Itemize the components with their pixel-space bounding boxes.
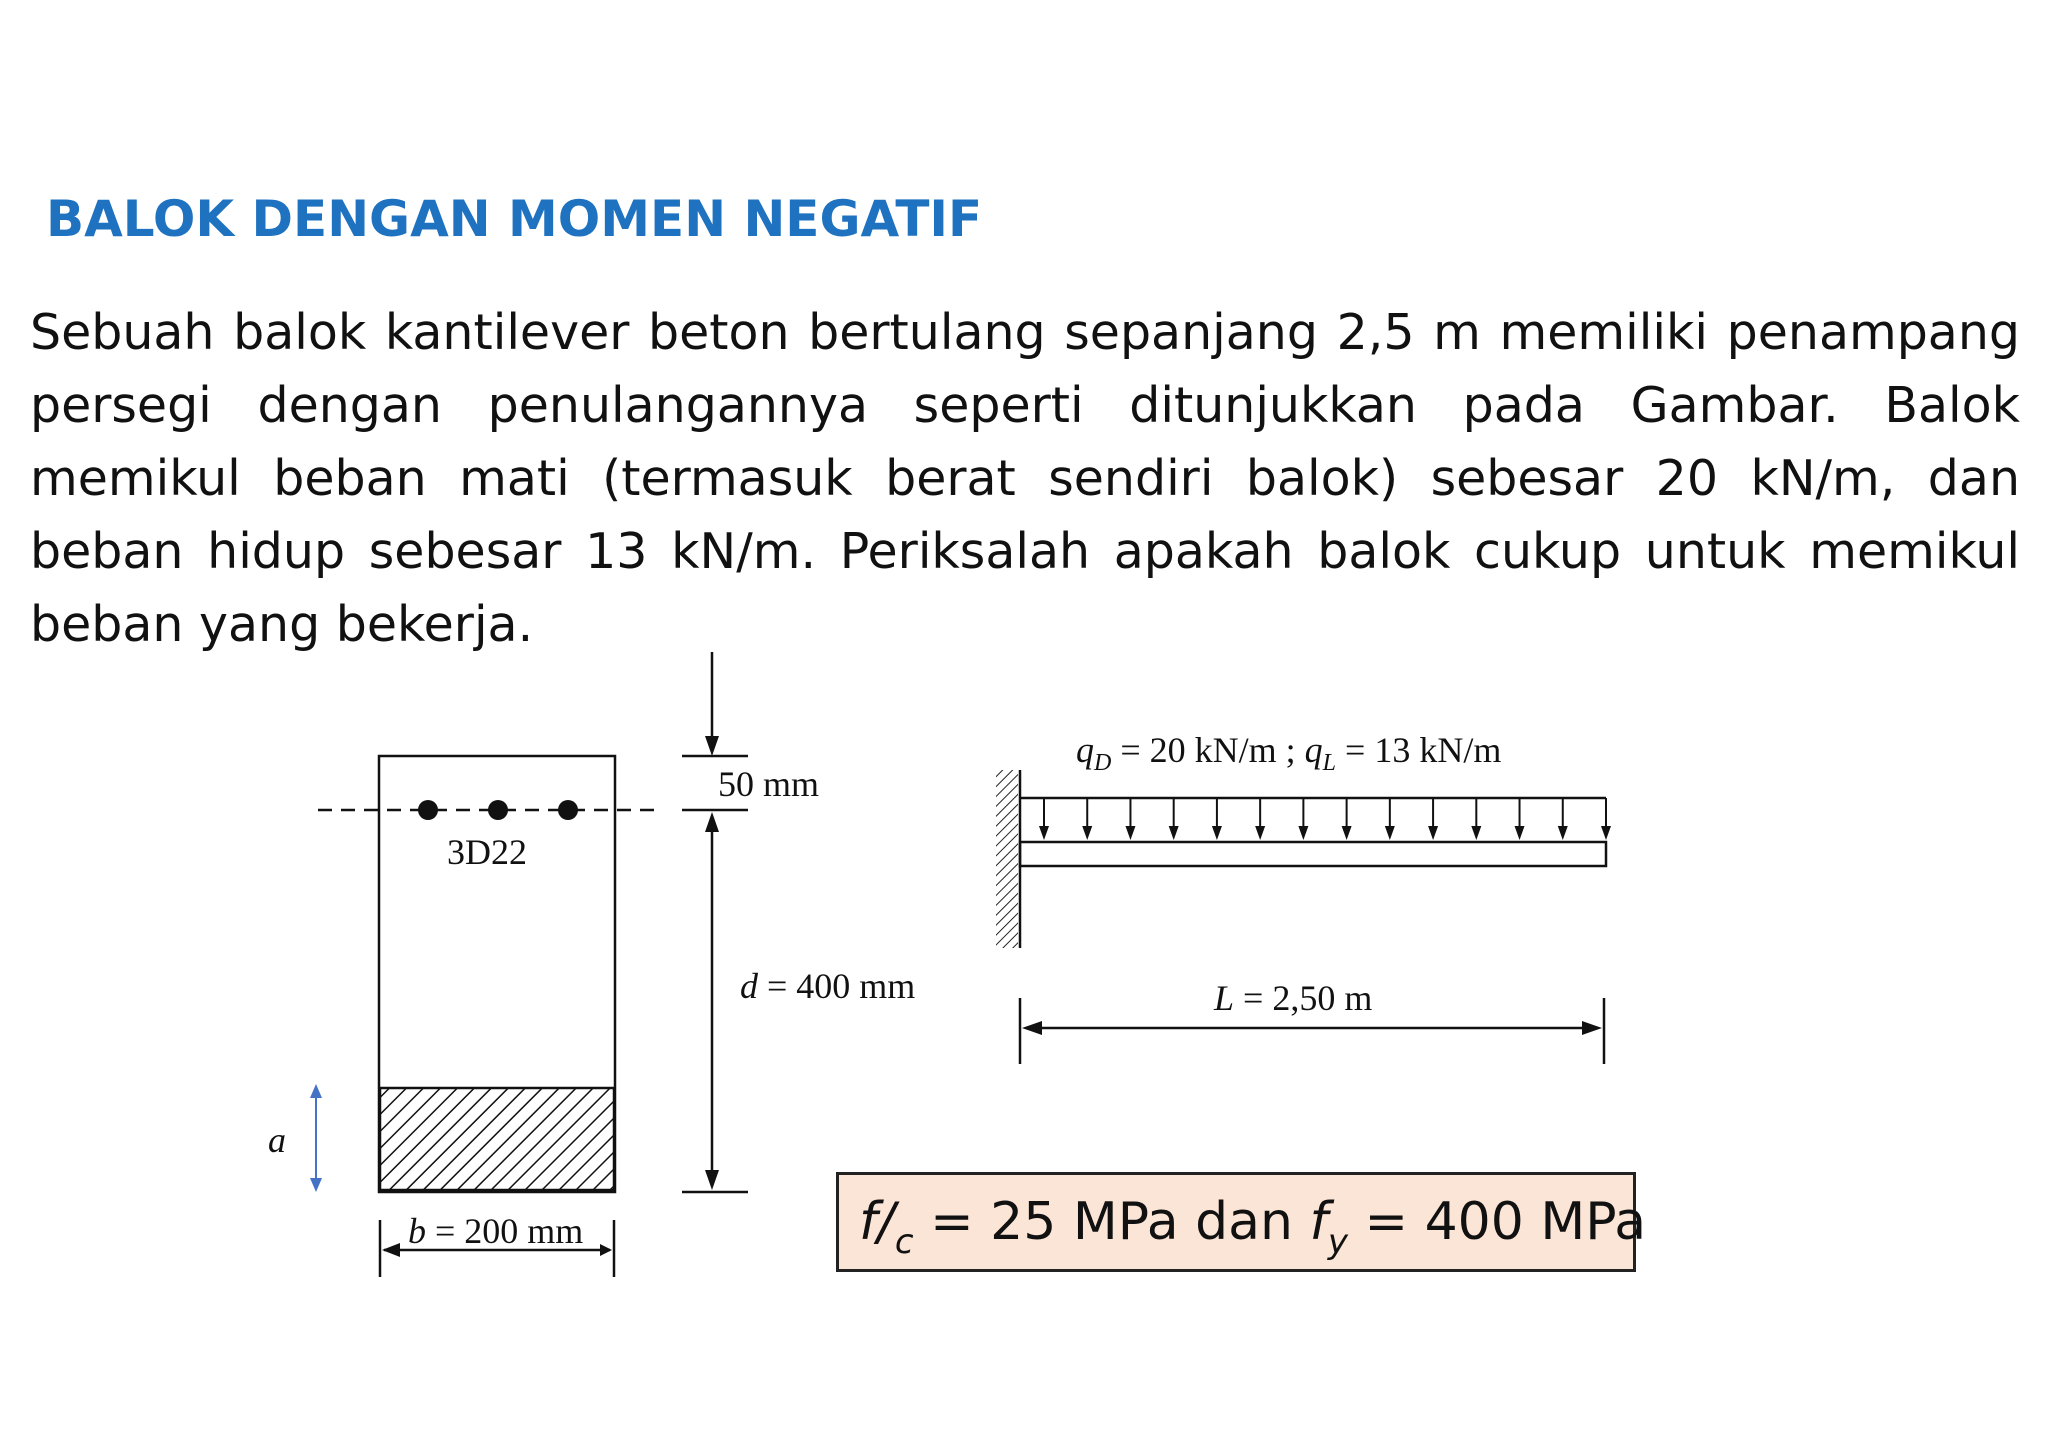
a-dim-arrow-top (310, 1084, 322, 1098)
rebar-dot (488, 800, 508, 820)
load-arrow (1428, 798, 1438, 840)
fy-value: = 400 MPa (1347, 1192, 1647, 1252)
fy-subscript: y (1327, 1222, 1348, 1262)
a-dim-arrow-bottom (310, 1178, 322, 1192)
fy-symbol: f (1309, 1192, 1328, 1252)
rebar-dot (558, 800, 578, 820)
load-arrow (1601, 798, 1611, 840)
cover-top-arrow (705, 736, 719, 756)
paragraph-line: beban hidup sebesar 13 kN/m. Periksalah apakah balok cukup untuk memikul (30, 523, 2020, 580)
load-arrow (1471, 798, 1481, 840)
span-label: L = 2,50 m (1214, 978, 1373, 1018)
fc-subscript: c (894, 1222, 914, 1262)
paragraph-line: Sebuah balok kantilever beton bertulang sepanjang 2,5 m memiliki penampang (30, 304, 2020, 361)
d-dim-arrow-bottom (705, 1170, 719, 1190)
load-arrow (1255, 798, 1265, 840)
load-arrow (1558, 798, 1568, 840)
fc-symbol: f (859, 1192, 878, 1252)
load-label: $q_D = 20$ kN/m ; $q_L = 13$ kN/m (1076, 730, 1502, 776)
beam-body (1020, 842, 1606, 866)
fc-value: = 25 MPa dan (913, 1192, 1310, 1252)
load-arrow (1082, 798, 1092, 840)
distributed-load-arrows (1039, 798, 1611, 840)
load-arrow (1385, 798, 1395, 840)
paragraph-line: beban yang bekerja. (30, 596, 534, 653)
load-arrow (1169, 798, 1179, 840)
load-arrow (1212, 798, 1222, 840)
fixed-support-wall (996, 770, 1018, 948)
rebar-label: 3D22 (447, 832, 527, 872)
d-dim-label: d = 400 mm (740, 966, 916, 1006)
page-title: BALOK DENGAN MOMEN NEGATIF (46, 190, 983, 248)
paragraph-line: persegi dengan penulangannya seperti ditunjukkan pada Gambar. Balok (30, 377, 2020, 434)
cross-section (268, 652, 915, 1277)
load-arrow (1342, 798, 1352, 840)
rebar-dot (418, 800, 438, 820)
load-arrow (1298, 798, 1308, 840)
load-arrow (1515, 798, 1525, 840)
cover-label: 50 mm (718, 764, 820, 804)
paragraph-line: memikul beban mati (termasuk berat sendiri balok) sebesar 20 kN/m, dan (30, 450, 2020, 507)
fc-prime: / (877, 1192, 895, 1252)
material-properties-box (836, 1172, 1647, 1272)
b-dim-label: b = 200 mm (408, 1211, 584, 1251)
load-arrow (1039, 798, 1049, 840)
compression-block-hatch (380, 1088, 614, 1190)
cantilever-beam (996, 730, 1611, 1064)
a-dim-label: a (268, 1120, 286, 1160)
b-dim-arrow-left (382, 1243, 400, 1257)
span-arrow-right (1582, 1021, 1602, 1035)
load-arrow (1125, 798, 1135, 840)
span-arrow-left (1022, 1021, 1042, 1035)
d-dim-arrow-top (705, 812, 719, 832)
